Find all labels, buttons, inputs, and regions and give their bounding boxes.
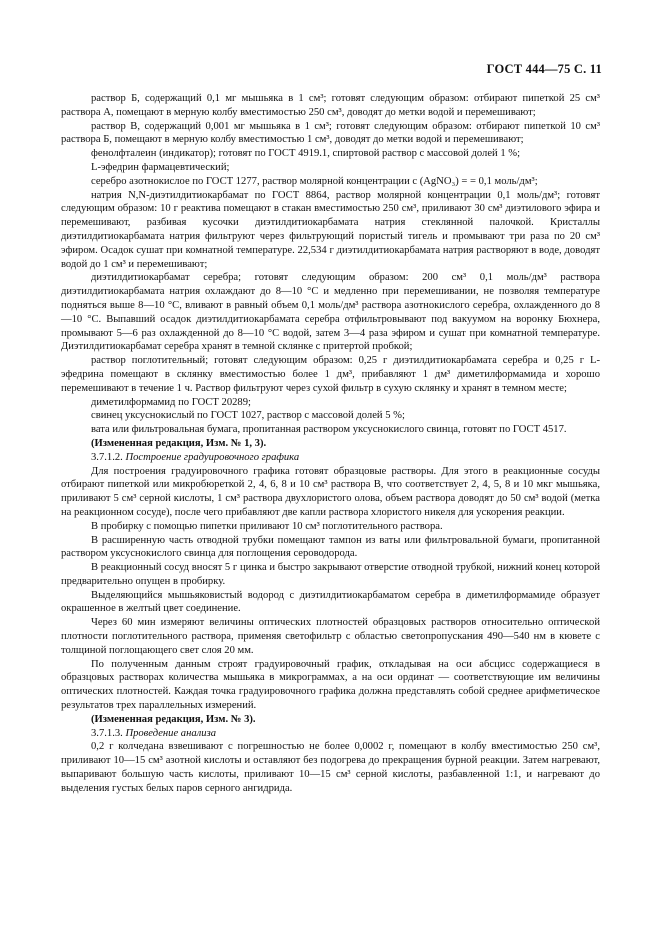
paragraph: диэтилдитиокарбамат серебра; готовят следующим образом: 200 см³ 0,1 моль/дм³ раствора диэтилдитиокарбамата натрия охлаждают до 8—10 °С и медленно при перемешивании, не позволяя температуре подняться выше 8—10 °С, вливают в равный объем 0,1 моль/дм³ раствора азотнокислого серебра, охлажденного до 8—10 °С. Выпавший осадок диэтилдитиокарбамата серебра отфильтровывают под вакуумом на воронку Бюхнера, промывают 5—6 раз охлажденной до 8—10 °С водой, затем 3—4 раза эфиром и сушат при комнатной температуре. Диэтилдитиокарбамат серебра хранят в темной склянке с притертой пробкой; <box>61 272 600 353</box>
section-number: 3.7.1.2. <box>91 451 123 463</box>
edit-note: (Измененная редакция, Изм. № 1, 3). <box>91 437 267 449</box>
paragraph: серебро азотнокислое по ГОСТ 1277, раствор молярной концентрации c (AgNO₃) = = 0,1 моль/дм³; <box>91 175 538 187</box>
section-title: Построение градуировочного графика <box>125 451 300 463</box>
section-heading <box>61 451 600 465</box>
paragraph: раствор В, содержащий 0,001 мг мышьяка в 1 см³; готовят следующим образом: отбирают пипеткой 10 см³ раствора Б, помещают в мерную колбу вместимостью 1 см³, доводят до метки водой и перемешивают; <box>61 120 600 146</box>
section-title: Проведение анализа <box>125 727 217 739</box>
paragraph: По полученным данным строят градуировочный график, откладывая на оси абсцисс содержащиеся в образцовых растворах количества мышьяка в микрограммах, а на оси ординат — соответствующие им величины оптических плотностей. Каждая точка градуировочного графика должна представлять собой среднее арифметическое результатов трех параллельных измерений. <box>61 658 600 712</box>
section-number: 3.7.1.3. <box>91 727 123 739</box>
paragraph: 0,2 г колчедана взвешивают с погрешностью не более 0,0002 г, помещают в колбу вместимостью 250 см³, приливают 10—15 см³ азотной кислоты и оставляют без подогрева до прекращения бурной реакции. Затем нагревают, выпаривают большую часть кислоты, приливают 10—15 см³ серной кислоты, разбавленной 1:1, и нагревают до выделения густых белых паров серного ангидрида. <box>61 741 600 794</box>
document-body <box>61 92 600 796</box>
paragraph: вата или фильтровальная бумага, пропитанная раствором уксуснокислого свинца, готовят по ГОСТ 4517. <box>91 424 567 436</box>
page-header: ГОСТ 444—75 С. 11 <box>486 62 602 76</box>
section-heading <box>61 727 600 741</box>
paragraph: диметилформамид по ГОСТ 20289; <box>91 396 251 408</box>
paragraph: Через 60 мин измеряют величины оптических плотностей образцовых растворов относительно оптической плотности поглотительного раствора, применяя светофильтр с областью светопропускания 490—540 нм в кювете с толщиной поглощающего свет слоя 20 мм. <box>61 617 600 656</box>
paragraph: раствор Б, содержащий 0,1 мг мышьяка в 1 см³; готовят следующим образом: отбирают пипеткой 25 см³ раствора А, помещают в мерную колбу вместимостью 250 см³, доводят до метки водой и перемешивают; <box>61 93 600 118</box>
paragraph: В расширенную часть отводной трубки помещают тампон из ваты или фильтровальной бумаги, пропитанной раствором уксуснокислого свинца для поглощения сероводорода. <box>61 534 600 560</box>
paragraph: натрия N,N-диэтилдитиокарбамат по ГОСТ 8864, раствор молярной концентрации 0,1 моль/дм³; готовят следующим образом: 10 г реактива помещают в стакан вместимостью 250 см³, приливают 30 см³ диэтилового эфира и перемешивают, разбивая кусочки диэтилдитиокарбамата натрия стеклянной палочкой. Кристаллы диэтилдитиокарбамата натрия фильтруют через фильтрующий пористый тигель и промывают три раза по 20 см³ эфиром. Осадок сушат при комнатной температуре. 22,534 г диэтилдитиокарбамата натрия растворяют в воде, доводят водой до 1 см³ и перемешивают; <box>61 189 600 270</box>
paragraph: L-эфедрин фармацевтический; <box>91 161 230 173</box>
paragraph: Для построения градуировочного графика готовят образцовые растворы. Для этого в реакционные сосуды отбирают пипеткой или микробюреткой 2, 4, 6, 8 и 10 см³ раствора В, что соответствует 2, 4, 5, 8 и 10 мкг мышьяка, приливают 5 см³ серной кислоты, 1 см³ раствора двухлористого олова, объем раствора доводят до 50 см³ водой (метка на реакционном сосуде), после чего прибавляют две капли раствора хлористого никеля для ускорения реакции. <box>61 465 600 518</box>
paragraph: Выделяющийся мышьяковистый водород с диэтилдитиокарбаматом серебра в диметилформамиде образует окрашенное в желтый цвет соединение. <box>61 589 600 615</box>
paragraph: В реакционный сосуд вносят 5 г цинка и быстро закрывают отверстие отводной трубкой, нижний конец которой предварительно опущен в пробирку. <box>61 562 600 587</box>
paragraph: раствор поглотительный; готовят следующим образом: 0,25 г диэтилдитиокарбамата серебра и 0,25 г L-эфедрина помещают в склянку вместимостью более 1 дм³, прибавляют 1 дм³ диметилформамида и хорошо перемешивают в течение 1 ч. Раствор фильтруют через сухой фильтр в сухую склянку и хранят в темном месте; <box>61 355 600 394</box>
paragraph: В пробирку с помощью пипетки приливают 10 см³ поглотительного раствора. <box>91 520 443 532</box>
paragraph: фенолфталеин (индикатор); готовят по ГОСТ 4919.1, спиртовой раствор с массовой долей 1 %; <box>91 148 521 160</box>
paragraph: свинец уксуснокислый по ГОСТ 1027, раствор с массовой долей 5 %; <box>91 410 405 422</box>
edit-note: (Измененная редакция, Изм. № 3). <box>91 713 256 725</box>
